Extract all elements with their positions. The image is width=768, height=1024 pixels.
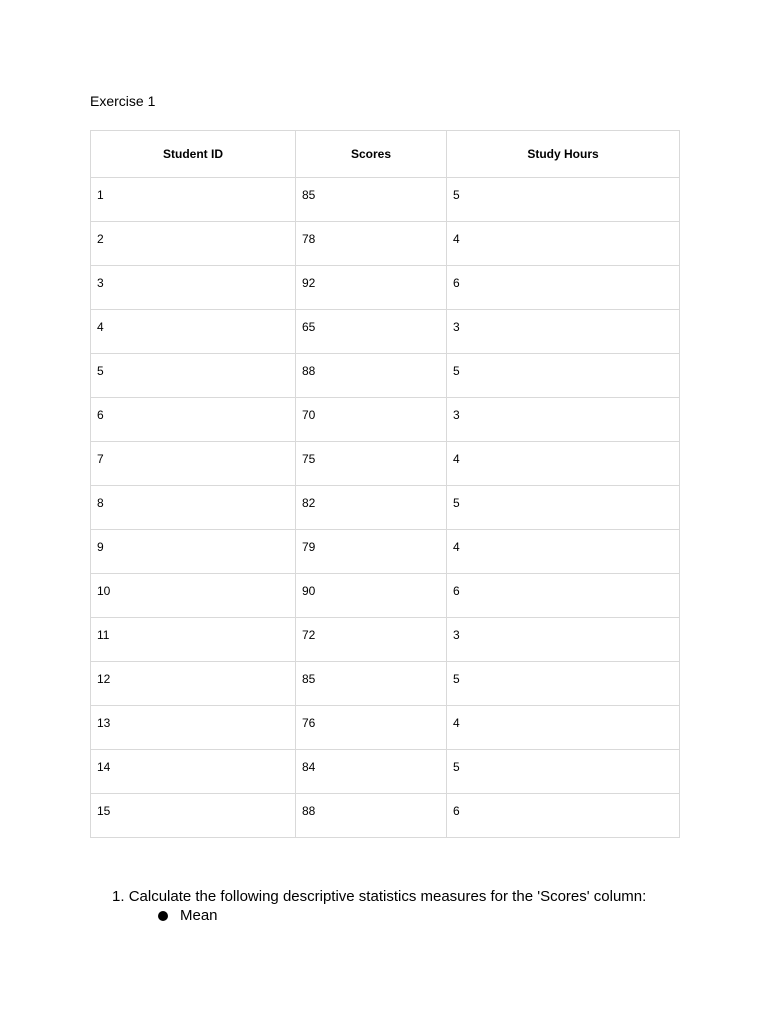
cell-student-id: 10: [91, 574, 296, 618]
cell-student-id: 8: [91, 486, 296, 530]
cell-score: 75: [296, 442, 447, 486]
cell-score: 78: [296, 222, 447, 266]
cell-score: 84: [296, 750, 447, 794]
cell-student-id: 6: [91, 398, 296, 442]
cell-study-hours: 6: [447, 574, 680, 618]
cell-score: 85: [296, 178, 447, 222]
cell-score: 76: [296, 706, 447, 750]
cell-study-hours: 4: [447, 222, 680, 266]
cell-student-id: 5: [91, 354, 296, 398]
cell-score: 82: [296, 486, 447, 530]
table-row: [91, 662, 680, 706]
question-number: 1.: [112, 888, 125, 905]
cell-study-hours: 5: [447, 662, 680, 706]
table-row: [91, 574, 680, 618]
cell-study-hours: 3: [447, 618, 680, 662]
cell-score: 85: [296, 662, 447, 706]
cell-student-id: 14: [91, 750, 296, 794]
exercise-title: Exercise 1: [90, 93, 156, 109]
cell-student-id: 3: [91, 266, 296, 310]
cell-study-hours: 5: [447, 486, 680, 530]
question-item: [112, 887, 646, 906]
cell-study-hours: 5: [447, 354, 680, 398]
question-list: [112, 887, 646, 925]
header-student-id: Student ID: [91, 131, 296, 178]
table-body: [91, 178, 680, 838]
cell-student-id: 15: [91, 794, 296, 838]
table-row: [91, 706, 680, 750]
bullet-icon: [158, 911, 168, 921]
cell-study-hours: 3: [447, 398, 680, 442]
sub-item: [158, 906, 646, 925]
cell-study-hours: 5: [447, 750, 680, 794]
header-scores: Scores: [296, 131, 447, 178]
table-row: [91, 398, 680, 442]
cell-student-id: 4: [91, 310, 296, 354]
cell-score: 92: [296, 266, 447, 310]
data-table: [90, 130, 680, 838]
table-row: [91, 750, 680, 794]
cell-study-hours: 3: [447, 310, 680, 354]
cell-student-id: 7: [91, 442, 296, 486]
question-text: Calculate the following descriptive statistics measures for the 'Scores' column:: [128, 888, 647, 905]
table-row: [91, 530, 680, 574]
cell-student-id: 12: [91, 662, 296, 706]
table-row: [91, 310, 680, 354]
table-row: [91, 222, 680, 266]
table-row: [91, 442, 680, 486]
table-row: [91, 178, 680, 222]
cell-study-hours: 4: [447, 530, 680, 574]
cell-student-id: 13: [91, 706, 296, 750]
cell-score: 70: [296, 398, 447, 442]
cell-study-hours: 4: [447, 706, 680, 750]
cell-score: 88: [296, 794, 447, 838]
header-study-hours: Study Hours: [447, 131, 680, 178]
cell-score: 65: [296, 310, 447, 354]
cell-student-id: 1: [91, 178, 296, 222]
table-row: [91, 794, 680, 838]
sub-item-label: Mean: [180, 907, 218, 924]
table-row: [91, 266, 680, 310]
table-header-row: [91, 131, 680, 178]
cell-score: 72: [296, 618, 447, 662]
cell-student-id: 9: [91, 530, 296, 574]
cell-score: 79: [296, 530, 447, 574]
table-row: [91, 618, 680, 662]
table-row: [91, 486, 680, 530]
cell-score: 88: [296, 354, 447, 398]
cell-study-hours: 6: [447, 794, 680, 838]
cell-study-hours: 6: [447, 266, 680, 310]
table-row: [91, 354, 680, 398]
cell-study-hours: 4: [447, 442, 680, 486]
cell-study-hours: 5: [447, 178, 680, 222]
cell-student-id: 11: [91, 618, 296, 662]
cell-student-id: 2: [91, 222, 296, 266]
cell-score: 90: [296, 574, 447, 618]
